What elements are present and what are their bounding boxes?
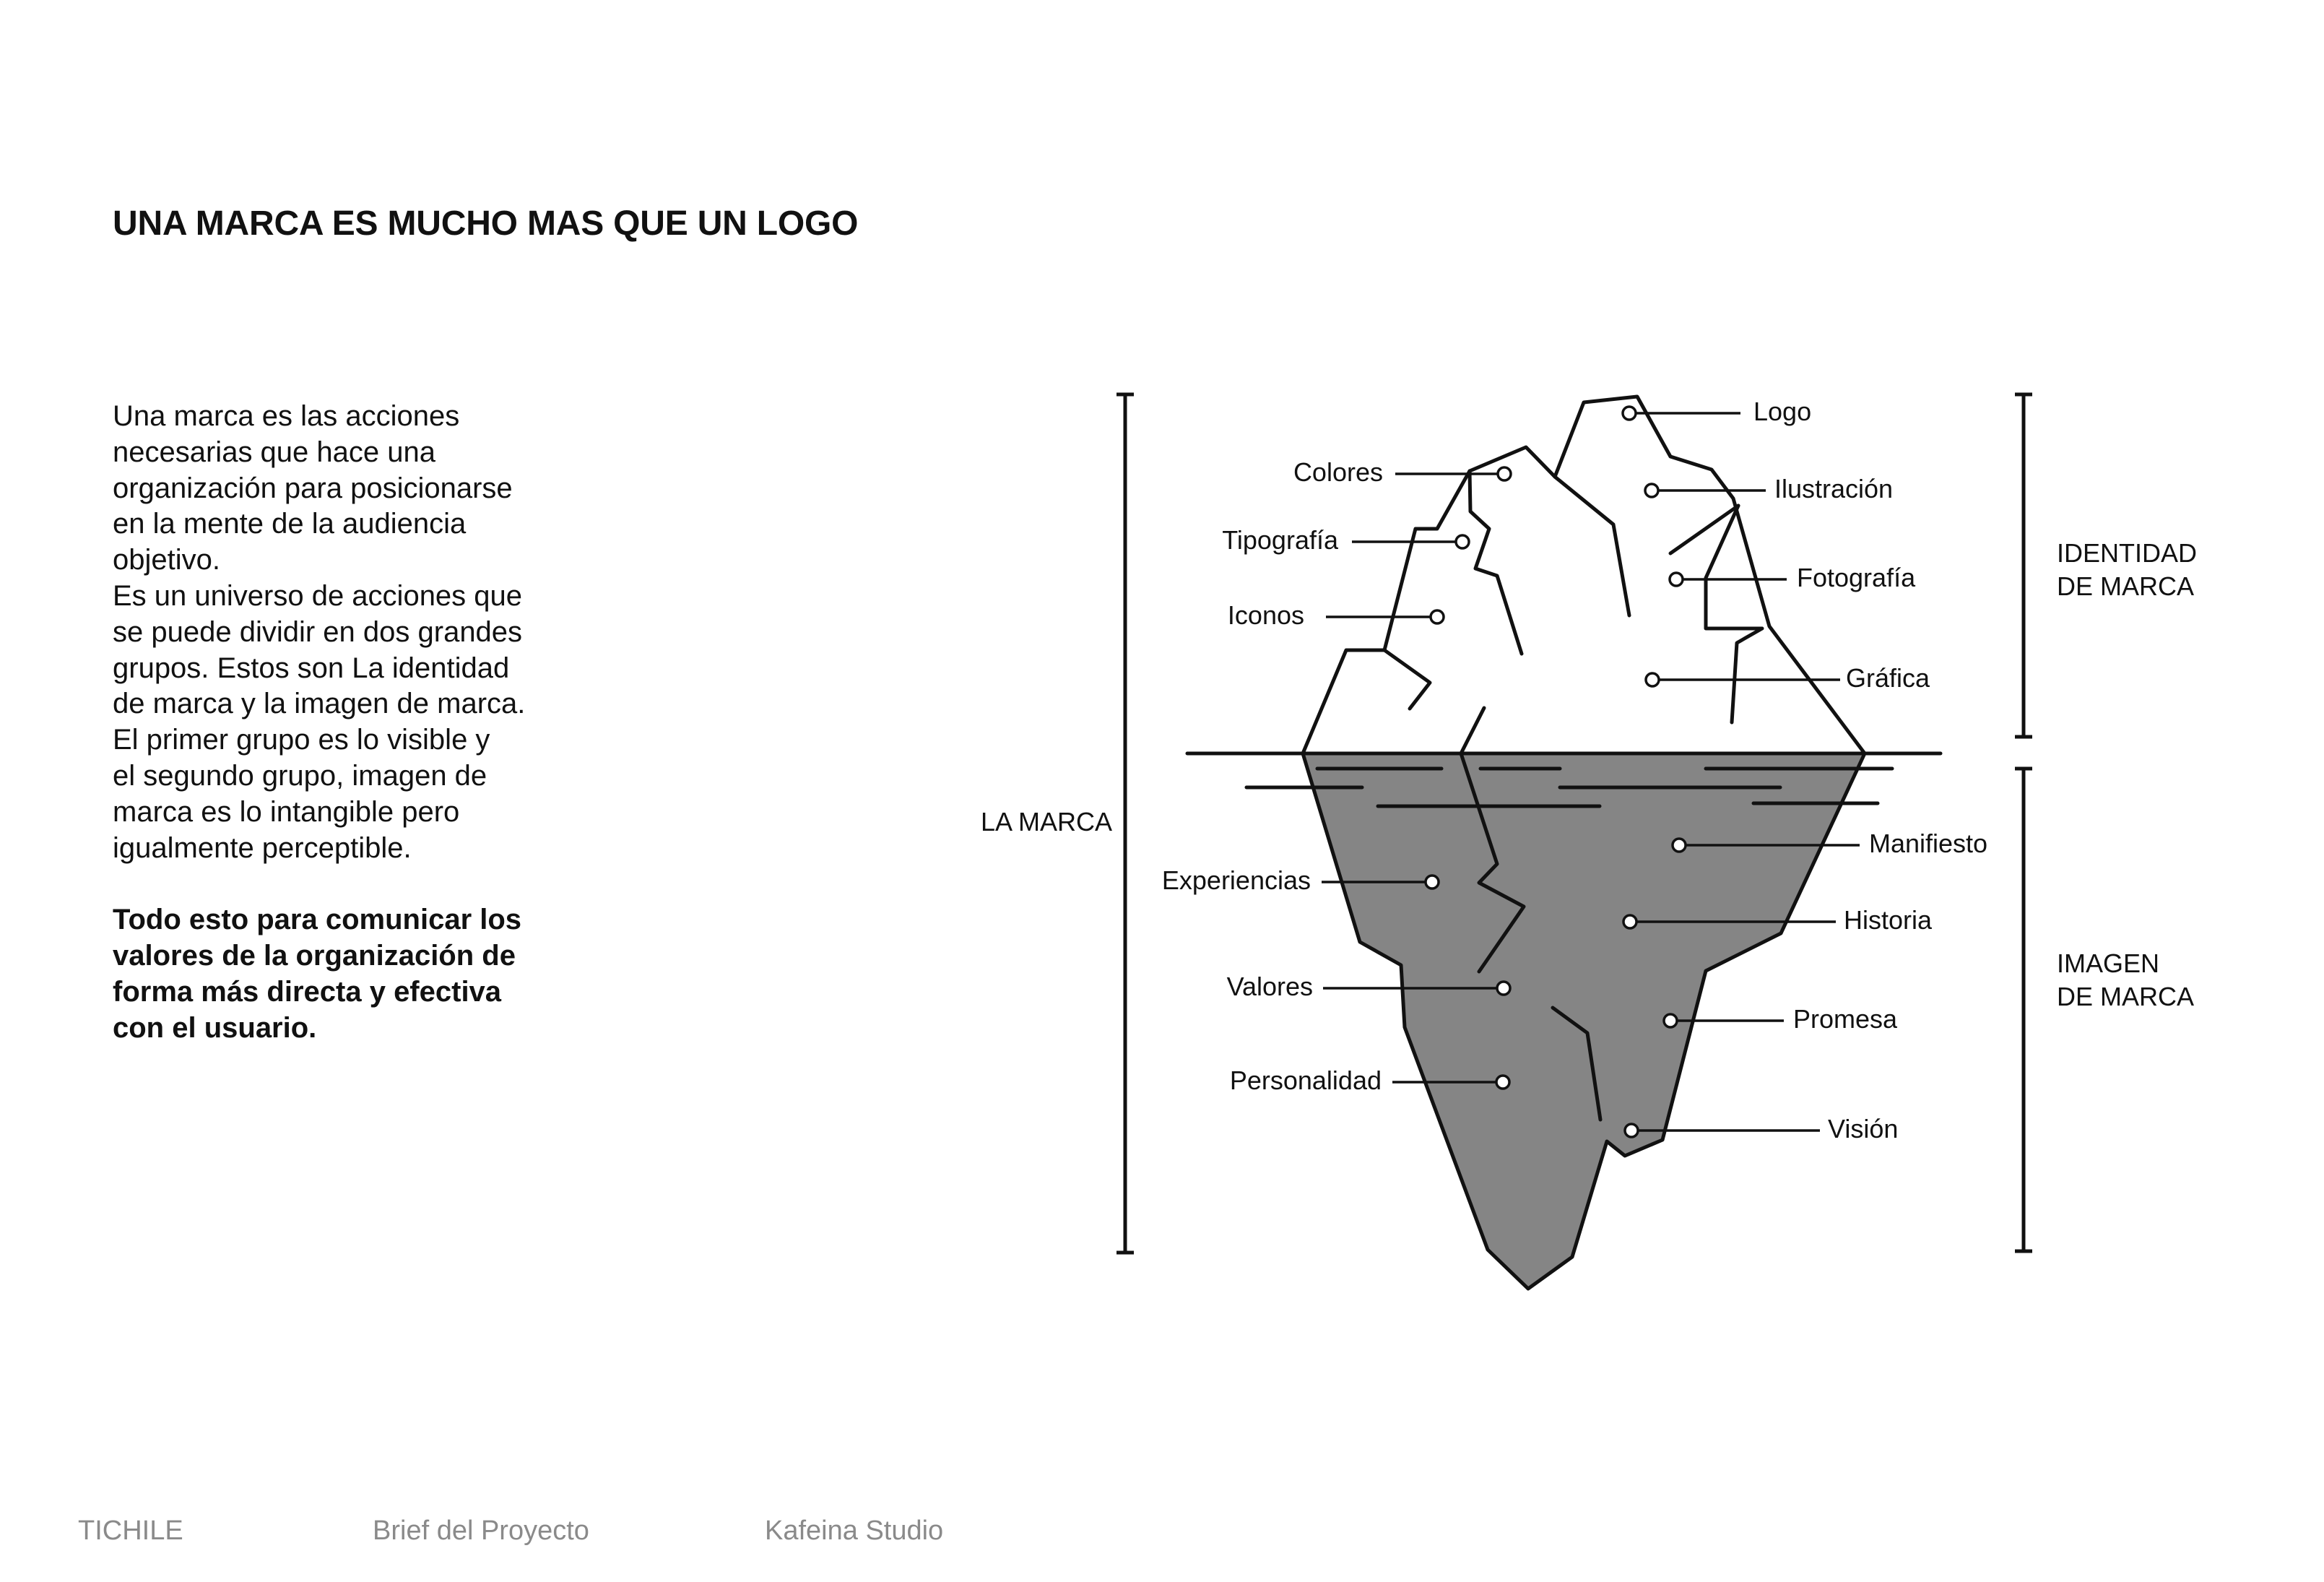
- footer-studio: Kafeina Studio: [765, 1516, 944, 1546]
- description-line: objetivo.: [113, 544, 220, 576]
- ilustracion-marker: [1645, 484, 1658, 497]
- description-line: necesarias que hace una: [113, 436, 435, 468]
- page-title: UNA MARCA ES MUCHO MAS QUE UN LOGO: [113, 204, 859, 243]
- identidad-label: IDENTIDAD: [2057, 538, 2198, 568]
- logo-label: Logo: [1753, 397, 1812, 426]
- promesa-label: Promesa: [1793, 1004, 1898, 1034]
- vision-marker: [1625, 1124, 1638, 1137]
- historia-label: Historia: [1844, 905, 1933, 935]
- experiencias-label: Experiencias: [1161, 865, 1311, 895]
- description-line: marca es lo intangible pero: [113, 795, 460, 828]
- vision-label: Visión: [1828, 1114, 1899, 1144]
- experiencias-marker: [1426, 876, 1439, 889]
- description-line: de marca y la imagen de marca.: [113, 688, 526, 720]
- fotografia-label: Fotografía: [1797, 563, 1916, 592]
- tipografia-label: Tipografía: [1222, 525, 1338, 555]
- description-line: se puede dividir en dos grandes: [113, 615, 523, 648]
- iconos-marker: [1431, 610, 1444, 623]
- manifiesto-label: Manifiesto: [1869, 829, 1988, 858]
- description-line: grupos. Estos son La identidad: [113, 652, 510, 684]
- personalidad-marker: [1496, 1076, 1509, 1089]
- fotografia-marker: [1670, 573, 1683, 586]
- valores-marker: [1497, 982, 1510, 995]
- promesa-marker: [1664, 1014, 1677, 1027]
- identidad-label-2: DE MARCA: [2057, 571, 2195, 601]
- description-line: el segundo grupo, imagen de: [113, 759, 487, 792]
- ilustracion-label: Ilustración: [1774, 474, 1894, 503]
- description-line: El primer grupo es lo visible y: [113, 724, 490, 756]
- description-line: organización para posicionarse: [113, 472, 513, 504]
- grafica-label: Gráfica: [1846, 663, 1930, 693]
- colores-marker: [1498, 467, 1511, 480]
- la-marca-label: LA MARCA: [980, 807, 1112, 837]
- historia-marker: [1623, 915, 1636, 928]
- logo-marker: [1623, 407, 1636, 420]
- description-line: Una marca es las acciones: [113, 400, 460, 432]
- emphasis-line: con el usuario.: [113, 1011, 317, 1044]
- iconos-label: Iconos: [1227, 600, 1304, 630]
- colores-label: Colores: [1293, 457, 1383, 487]
- emphasis-line: Todo esto para comunicar los: [113, 904, 522, 936]
- description-line: en la mente de la audiencia: [113, 508, 467, 540]
- personalidad-label: Personalidad: [1229, 1066, 1382, 1095]
- emphasis-line: forma más directa y efectiva: [113, 975, 502, 1008]
- description-line: igualmente perceptible.: [113, 831, 412, 864]
- imagen-label-2: DE MARCA: [2057, 982, 2195, 1011]
- manifiesto-marker: [1673, 839, 1686, 852]
- imagen-label: IMAGEN: [2057, 948, 2160, 978]
- footer-client: TICHILE: [78, 1516, 183, 1546]
- footer-document: Brief del Proyecto: [373, 1516, 589, 1546]
- emphasis-line: valores de la organización de: [113, 940, 516, 972]
- grafica-marker: [1646, 673, 1659, 686]
- description-line: Es un universo de acciones que: [113, 579, 523, 612]
- iceberg-outline: [1303, 397, 1865, 753]
- tipografia-marker: [1456, 535, 1469, 548]
- valores-label: Valores: [1226, 972, 1313, 1001]
